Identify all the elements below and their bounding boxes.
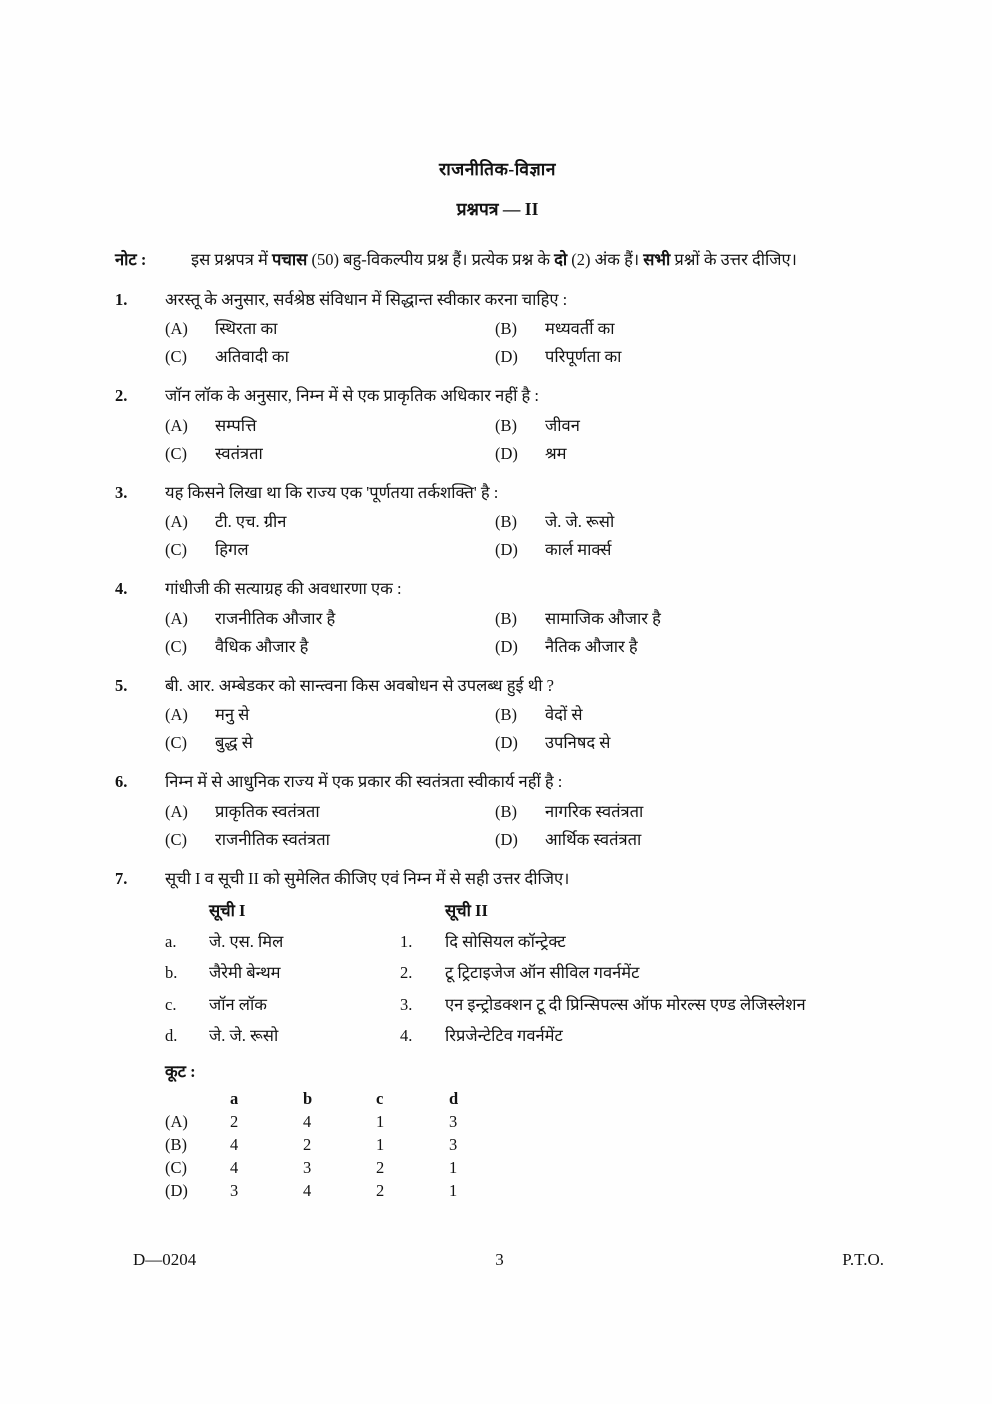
code-header-cell: b xyxy=(303,1088,313,1108)
match-title: रिप्रजेन्टेटिव गवर्नमेंट xyxy=(445,1026,563,1046)
page-number: 3 xyxy=(495,1250,504,1269)
option-label: (C) xyxy=(165,733,187,753)
question-options xyxy=(165,703,880,754)
code-value: 2 xyxy=(376,1157,385,1177)
match-row-b xyxy=(165,962,880,983)
option-label: (C) xyxy=(165,540,187,560)
paper-code: D—0204 xyxy=(133,1250,197,1269)
question-number: 1. xyxy=(115,289,128,309)
option-text: सम्पत्ति xyxy=(215,415,257,435)
question-options xyxy=(165,607,880,658)
option-a xyxy=(165,510,495,533)
match-letter: a. xyxy=(165,931,177,951)
match-number: 2. xyxy=(400,963,413,983)
note xyxy=(115,248,880,272)
option-label: (C) xyxy=(165,347,187,367)
question-options xyxy=(165,317,880,368)
option-a xyxy=(165,607,495,630)
list2-header: सूची II xyxy=(445,900,488,920)
question-4 xyxy=(115,578,880,657)
option-text: वैधिक औजार है xyxy=(215,636,309,656)
match-row-a xyxy=(165,931,880,952)
option-label: (B) xyxy=(495,801,517,821)
match-title: एन इन्ट्रोडक्शन टू दी प्रिन्सिपल्स ऑफ मोरल्स एण्ड लेजिस्लेशन xyxy=(445,994,806,1014)
option-text: राजनीतिक औजार है xyxy=(215,608,336,628)
code-row-b xyxy=(165,1133,880,1156)
code-value: 1 xyxy=(376,1111,385,1131)
option-text: श्रम xyxy=(545,443,567,463)
match-name: जैरेमी बेन्थम xyxy=(209,963,281,983)
question-options xyxy=(165,800,880,851)
option-a xyxy=(165,414,495,437)
match-name: जॉन लॉक xyxy=(209,994,267,1014)
question-text: यह किसने लिखा था कि राज्य एक 'पूर्णतया तर्कशक्ति' है : xyxy=(165,482,499,502)
match-title: टू ट्रिटाइजेज ऑन सीविल गवर्नमेंट xyxy=(445,963,640,983)
code-value: 3 xyxy=(303,1157,312,1177)
option-text: नैतिक औजार है xyxy=(545,636,638,656)
option-d xyxy=(495,828,880,851)
question-number: 7. xyxy=(115,868,128,888)
option-label: (D) xyxy=(495,636,518,656)
match-row-d xyxy=(165,1025,880,1046)
code-label: कूट : xyxy=(165,1061,196,1081)
code-header-row xyxy=(165,1087,880,1110)
question-text: सूची I व सूची II को सुमेलित कीजिए एवं निम्न में से सही उत्तर दीजिए। xyxy=(165,868,570,888)
note-text: इस प्रश्नपत्र में पचास (50) बहु-विकल्पीय प्रश्न हैं। प्रत्येक प्रश्न के दो (2) अंक हैं। सभी प्रश्नों के उत्तर दीजिए। xyxy=(191,250,797,269)
option-a xyxy=(165,317,495,340)
code-row-label: (D) xyxy=(165,1180,188,1200)
code-value: 2 xyxy=(303,1134,312,1154)
question-number: 3. xyxy=(115,482,128,502)
option-text: वेदों से xyxy=(545,705,583,725)
option-text: परिपूर्णता का xyxy=(545,347,622,367)
option-label: (B) xyxy=(495,415,517,435)
code-value: 2 xyxy=(376,1180,385,1200)
option-text: उपनिषद से xyxy=(545,733,611,753)
question-number: 5. xyxy=(115,675,128,695)
option-b xyxy=(495,800,880,823)
option-text: जीवन xyxy=(545,415,580,435)
option-text: नागरिक स्वतंत्रता xyxy=(545,801,644,821)
option-label: (D) xyxy=(495,733,518,753)
pto-label: P.T.O. xyxy=(842,1250,884,1269)
option-label: (C) xyxy=(165,443,187,463)
match-name: जे. जे. रूसो xyxy=(209,1026,279,1046)
note-label: नोट : xyxy=(115,250,147,269)
question-text: निम्न में से आधुनिक राज्य में एक प्रकार की स्वतंत्रता स्वीकार्य नहीं है : xyxy=(165,772,563,792)
option-a xyxy=(165,800,495,823)
option-b xyxy=(495,703,880,726)
option-c xyxy=(165,828,495,851)
option-d xyxy=(495,538,880,561)
option-label: (B) xyxy=(495,608,517,628)
code-value: 4 xyxy=(230,1157,239,1177)
question-number: 2. xyxy=(115,386,128,406)
option-label: (A) xyxy=(165,415,188,435)
code-row-c xyxy=(165,1156,880,1179)
match-list-headers xyxy=(165,898,880,921)
match-list xyxy=(165,898,880,1047)
code-header-cell: c xyxy=(376,1088,384,1108)
option-a xyxy=(165,703,495,726)
code-row-label: (C) xyxy=(165,1157,187,1177)
option-c xyxy=(165,345,495,368)
page-title: राजनीतिक-विज्ञान xyxy=(439,159,556,179)
option-c xyxy=(165,731,495,754)
question-3 xyxy=(115,482,880,561)
match-number: 1. xyxy=(400,931,413,951)
question-text: गांधीजी की सत्याग्रह की अवधारणा एक : xyxy=(165,579,402,599)
option-label: (B) xyxy=(495,705,517,725)
question-number: 6. xyxy=(115,772,128,792)
question-2 xyxy=(115,385,880,464)
option-text: कार्ल मार्क्स xyxy=(545,540,612,560)
option-label: (D) xyxy=(495,443,518,463)
option-label: (A) xyxy=(165,319,188,339)
option-d xyxy=(495,731,880,754)
option-text: मनु से xyxy=(215,705,250,725)
match-title: दि सोसियल कॉन्ट्रेक्ट xyxy=(445,931,566,951)
option-label: (A) xyxy=(165,512,188,532)
footer xyxy=(115,1250,884,1274)
option-b xyxy=(495,317,880,340)
option-text: अतिवादी का xyxy=(215,347,289,367)
match-row-c xyxy=(165,994,880,1015)
code-value: 1 xyxy=(449,1180,458,1200)
match-name: जे. एस. मिल xyxy=(209,931,284,951)
option-b xyxy=(495,414,880,437)
question-text: बी. आर. अम्बेडकर को सान्त्वना किस अवबोधन से उपलब्ध हुई थी ? xyxy=(165,675,554,695)
code-value: 1 xyxy=(376,1134,385,1154)
question-7 xyxy=(115,868,880,1202)
question-options xyxy=(165,510,880,561)
code-row-label: (A) xyxy=(165,1111,188,1131)
page-subtitle: प्रश्नपत्र — II xyxy=(456,199,539,219)
code-row-d xyxy=(165,1179,880,1202)
question-number: 4. xyxy=(115,579,128,599)
option-label: (A) xyxy=(165,608,188,628)
option-c xyxy=(165,538,495,561)
code-table xyxy=(165,1087,880,1202)
option-text: हिगल xyxy=(215,540,249,560)
code-value: 4 xyxy=(303,1180,312,1200)
option-label: (A) xyxy=(165,801,188,821)
match-number: 3. xyxy=(400,994,413,1014)
option-text: स्थिरता का xyxy=(215,319,278,339)
option-text: बुद्ध से xyxy=(215,733,253,753)
option-label: (D) xyxy=(495,347,518,367)
question-text: अरस्तू के अनुसार, सर्वश्रेष्ठ संविधान में सिद्धान्त स्वीकार करना चाहिए : xyxy=(165,289,568,309)
option-text: मध्यवर्ती का xyxy=(545,319,615,339)
option-c xyxy=(165,442,495,465)
option-label: (C) xyxy=(165,829,187,849)
option-c xyxy=(165,635,495,658)
option-text: जे. जे. रूसो xyxy=(545,512,615,532)
code-value: 1 xyxy=(449,1157,458,1177)
option-b xyxy=(495,510,880,533)
option-text: सामाजिक औजार है xyxy=(545,608,661,628)
code-header-cell: d xyxy=(449,1088,459,1108)
option-label: (C) xyxy=(165,636,187,656)
option-label: (A) xyxy=(165,705,188,725)
match-letter: b. xyxy=(165,963,178,983)
question-6 xyxy=(115,771,880,850)
option-d xyxy=(495,635,880,658)
code-row-label: (B) xyxy=(165,1134,187,1154)
code-row-a xyxy=(165,1110,880,1133)
code-value: 3 xyxy=(449,1111,458,1131)
option-label: (D) xyxy=(495,540,518,560)
question-1 xyxy=(115,289,880,368)
option-label: (B) xyxy=(495,512,517,532)
option-text: स्वतंत्रता xyxy=(215,443,263,463)
option-text: आर्थिक स्वतंत्रता xyxy=(545,829,642,849)
code-value: 3 xyxy=(230,1180,239,1200)
code-header-cell: a xyxy=(230,1088,239,1108)
code-value: 2 xyxy=(230,1111,239,1131)
question-5 xyxy=(115,675,880,754)
option-label: (B) xyxy=(495,319,517,339)
option-d xyxy=(495,345,880,368)
match-letter: c. xyxy=(165,994,177,1014)
code-value: 4 xyxy=(303,1111,312,1131)
option-text: प्राकृतिक स्वतंत्रता xyxy=(215,801,320,821)
option-label: (D) xyxy=(495,829,518,849)
question-text: जॉन लॉक के अनुसार, निम्न में से एक प्राकृतिक अधिकार नहीं है : xyxy=(165,386,539,406)
code-value: 3 xyxy=(449,1134,458,1154)
list1-header: सूची I xyxy=(209,900,246,920)
match-number: 4. xyxy=(400,1026,413,1046)
option-text: राजनीतिक स्वतंत्रता xyxy=(215,829,330,849)
option-d xyxy=(495,442,880,465)
code-value: 4 xyxy=(230,1134,239,1154)
match-letter: d. xyxy=(165,1026,178,1046)
question-options xyxy=(165,414,880,465)
option-b xyxy=(495,607,880,630)
option-text: टी. एच. ग्रीन xyxy=(215,512,287,532)
